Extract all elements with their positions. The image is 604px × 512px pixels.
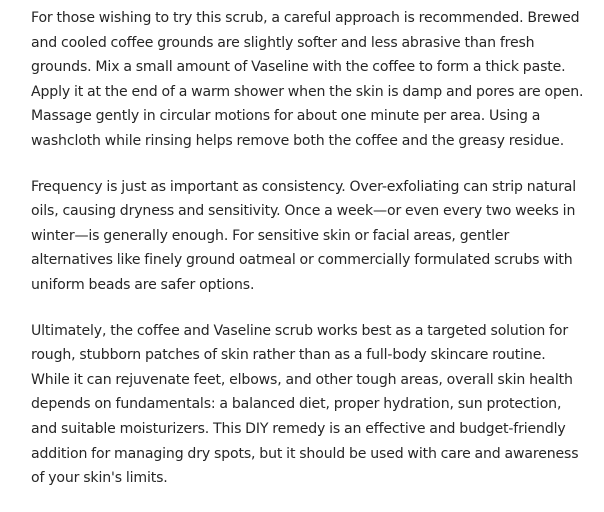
paragraph-conclusion: [31, 319, 591, 491]
text-line: and suitable moisturizers. This DIY remedy is an effective and budget-friendly: [31, 420, 566, 437]
text-line: uniform beads are safer options.: [31, 276, 255, 293]
paragraph-application: [31, 6, 591, 154]
text-line: of your skin's limits.: [31, 470, 168, 487]
text-line: Frequency is just as important as consistency. Over-exfoliating can strip natural: [31, 178, 577, 195]
text-line: For those wishing to try this scrub, a careful approach is recommended. Brewed: [31, 10, 580, 26]
text-line: alternatives like finely ground oatmeal or commercially formulated scrubs with: [31, 252, 573, 269]
paragraph-frequency: [31, 175, 591, 298]
text-line: depends on fundamentals: a balanced diet, proper hydration, sun protection,: [31, 396, 562, 413]
text-line: grounds. Mix a small amount of Vaseline with the coffee to form a thick paste.: [31, 59, 566, 76]
text-line: oils, causing dryness and sensitivity. Once a week—or even every two weeks in: [31, 203, 576, 220]
text-line: Ultimately, the coffee and Vaseline scrub works best as a targeted solution for: [31, 322, 568, 339]
text-line: addition for managing dry spots, but it should be used with care and awareness: [31, 445, 579, 462]
text-line: While it can rejuvenate feet, elbows, and other tough areas, overall skin health: [31, 371, 573, 388]
text-line: rough, stubborn patches of skin rather than as a full-body skincare routine.: [31, 347, 546, 364]
text-line: and cooled coffee grounds are slightly softer and less abrasive than fresh: [31, 34, 535, 51]
text-line: winter—is generally enough. For sensitive skin or facial areas, gentler: [31, 227, 510, 244]
text-line: Apply it at the end of a warm shower when the skin is damp and pores are open.: [31, 83, 584, 100]
text-line: Massage gently in circular motions for about one minute per area. Using a: [31, 108, 541, 125]
article-body: [31, 6, 591, 512]
text-line: washcloth while rinsing helps remove both the coffee and the greasy residue.: [31, 132, 565, 149]
